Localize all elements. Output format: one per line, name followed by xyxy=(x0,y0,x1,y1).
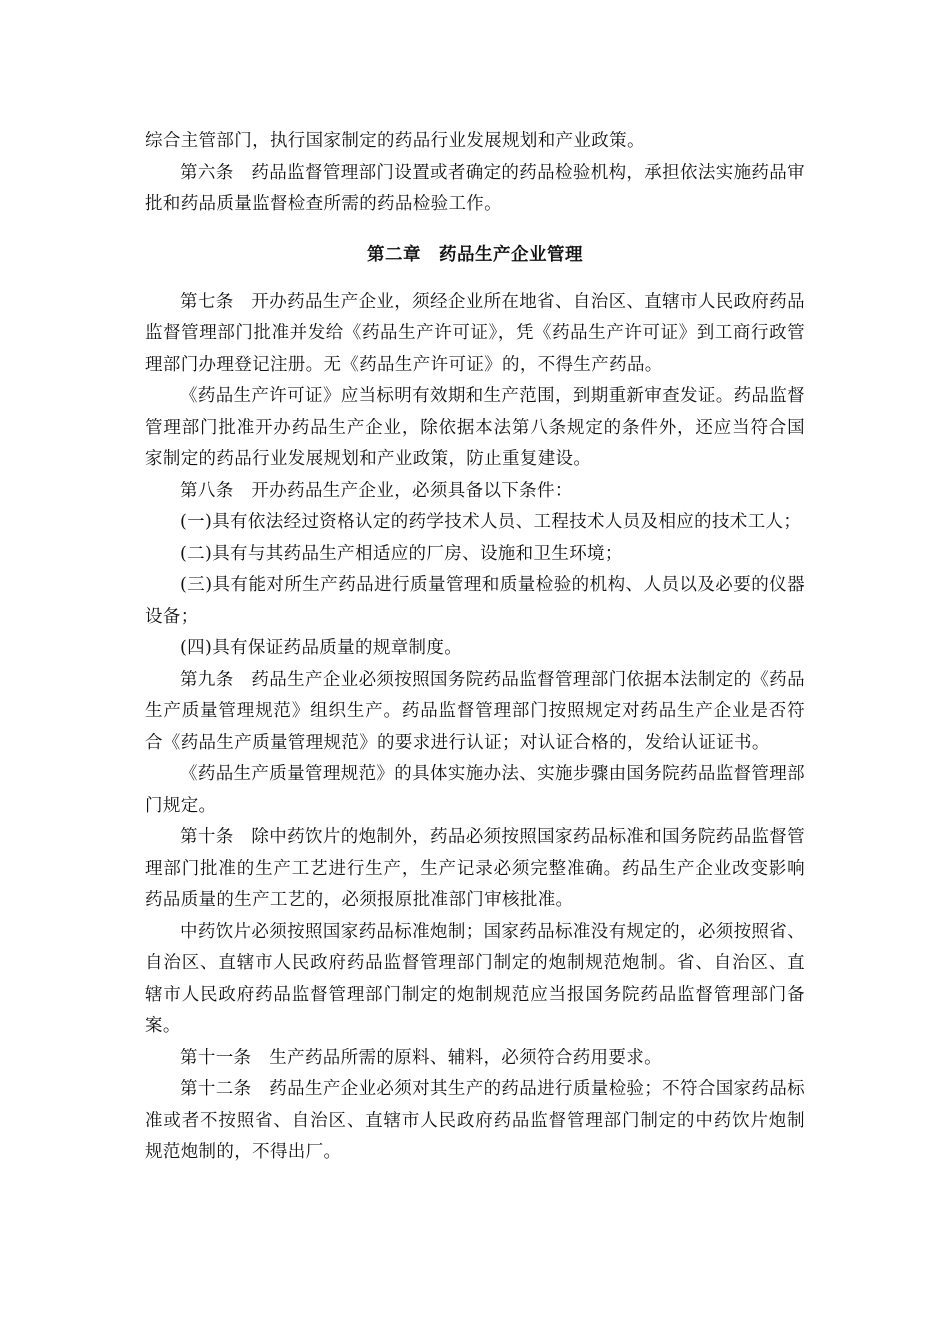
article-9-subparagraph: 《药品生产质量管理规范》的具体实施办法、实施步骤由国务院药品监督管理部门规定。 xyxy=(145,764,805,816)
article-6-paragraph: 第六条 药品监督管理部门设置或者确定的药品检验机构，承担依法实施药品审批和药品质量监督检查所需的药品检验工作。 xyxy=(145,162,805,214)
article-9-paragraph: 第九条 药品生产企业必须按照国务院药品监督管理部门依据本法制定的《药品生产质量管理规范》组织生产。药品监督管理部门按照规定对药品生产企业是否符合《药品生产质量管理规范》的要求进行认证；对认证合格的，发给认证证书。 xyxy=(145,669,805,753)
article-7-paragraph: 第七条 开办药品生产企业，须经企业所在地省、自治区、直辖市人民政府药品监督管理部门批准并发给《药品生产许可证》，凭《药品生产许可证》到工商行政管理部门办理登记注册。无《药品生产许可证》的，不得生产药品。 xyxy=(145,291,805,375)
document-body xyxy=(145,126,805,1169)
article-11-paragraph: 第十一条 生产药品所需的原料、辅料，必须符合药用要求。 xyxy=(180,1047,662,1068)
paragraph-continuation: 综合主管部门，执行国家制定的药品行业发展规划和产业政策。 xyxy=(145,131,645,151)
condition-item-1: (一)具有依法经过资格认定的药学技术人员、工程技术人员及相应的技术工人； xyxy=(180,512,802,532)
condition-item-4: (四)具有保证药品质量的规章制度。 xyxy=(180,638,463,658)
condition-item-2: (二)具有与其药品生产相适应的厂房、设施和卫生环境； xyxy=(180,543,623,564)
condition-item-3: (三)具有能对所生产药品进行质量管理和质量检验的机构、人员以及必要的仪器设备； xyxy=(145,575,805,627)
article-7-subparagraph: 《药品生产许可证》应当标明有效期和生产范围，到期重新审查发证。药品监督管理部门批准开办药品生产企业，除依据本法第八条规定的条件外，还应当符合国家制定的药品行业发展规划和产业政策，防止重复建设。 xyxy=(145,386,805,469)
chapter-heading: 第二章 药品生产企业管理 xyxy=(367,244,583,265)
article-8-paragraph: 第八条 开办药品生产企业，必须具备以下条件： xyxy=(180,480,573,501)
article-10-paragraph: 第十条 除中药饮片的炮制外，药品必须按照国家药品标准和国务院药品监督管理部门批准的生产工艺进行生产，生产记录必须完整准确。药品生产企业改变影响药品质量的生产工艺的，必须报原批准部门审核批准。 xyxy=(145,827,805,910)
article-12-paragraph: 第十二条 药品生产企业必须对其生产的药品进行质量检验；不符合国家药品标准或者不按照省、自治区、直辖市人民政府药品监督管理部门制定的中药饮片炮制规范炮制的，不得出厂。 xyxy=(145,1079,805,1162)
article-10-subparagraph: 中药饮片必须按照国家药品标准炮制；国家药品标准没有规定的，必须按照省、自治区、直辖市人民政府药品监督管理部门制定的炮制规范炮制。省、自治区、直辖市人民政府药品监督管理部门制定的炮制规范应当报国务院药品监督管理部门备案。 xyxy=(145,921,805,1036)
